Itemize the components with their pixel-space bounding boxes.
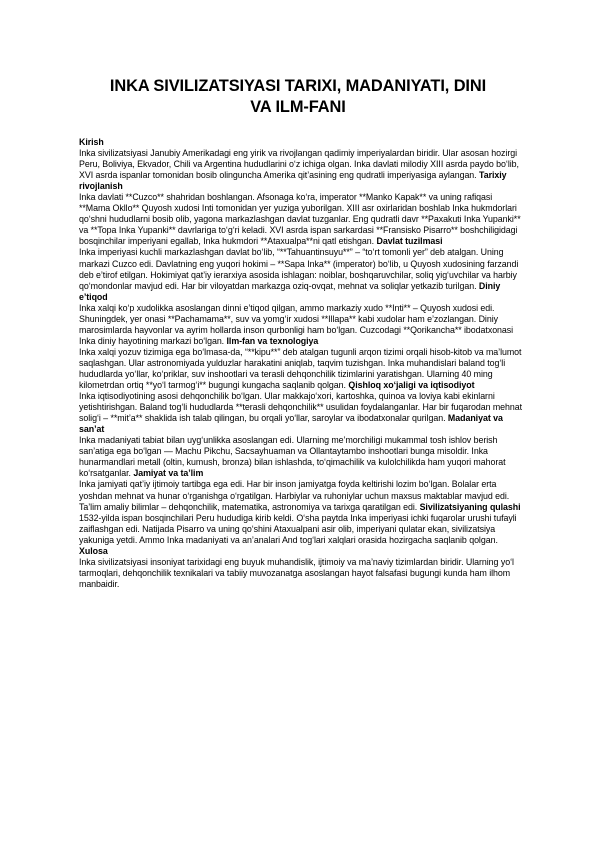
text-ilm: Inka xalqi yozuv tizimiga ega bo‘lmasa-da, “**kipu**” deb atalgan tugunli arqon tizimi orqali hisob-kitob va ma’lumot saqlashgan. Ular astronomiyada yulduzlar harakatini aniqlab, taqvim tuzishgan. Inka muhandislari baland tog‘li hududlarda yo‘llar, ko‘priklar, suv inshootlari va terasli dehqonchilik tizimlarini yaratishgan. Ularning 40 ming kilometrdan ortiq **yo‘l tarmog‘i** bugungi kungacha saqlanib qolgan. <box>79 346 522 391</box>
paragraph-jamiyat <box>79 479 525 512</box>
text-jamiyat: Inka jamiyati qat’iy ijtimoiy tartibga ega edi. Har bir inson jamiyatga foyda keltirishi lozim bo‘lgan. Bolalar erta yoshdan mehnat va hunar o‘rganishga o‘rgatilgan. Harbiylar va ruhoniylar uchun maxsus maktablar mavjud edi. Ta’lim amaliy bilimlar – dehqonchilik, matematika, astronomiya va tarixga qaratilgan edi. <box>79 479 510 512</box>
document-body <box>79 137 525 590</box>
paragraph-madaniyat <box>79 435 525 479</box>
paragraph-din <box>79 303 525 347</box>
heading-din: Diniy e’tiqod <box>79 280 501 302</box>
heading-ilm: Ilm-fan va texnologiya <box>226 335 319 346</box>
text-tarix: Inka davlati **Cuzco** shahridan boshlangan. Afsonaga ko‘ra, imperator **Manko Kapak** va uning rafiqasi **Mama Okllo** Quyosh xudosi Inti tomonidan yer yuziga yuborilgan. XIII asr oxirlaridan boshlab Inka hukmdorlari qo‘shni hududlarni bosib olib, yagona markazlashgan davlat tuzganlar. Eng qudratli davr **Paxakuti Inka Yupanki** va **Topa Inka Yupanki** davrlariga to‘g‘ri keladi. XVI asrda ispan sarkardasi **Fransisko Pisarro** boshchiligidagi bosqinchilar imperiyani egallab, Inka hukmdori **Ataxualpa**ni qatl etishgan. <box>79 192 521 247</box>
heading-jamiyat: Jamiyat va ta’lim <box>133 468 204 479</box>
text-qulash: 1532-yilda ispan bosqinchilari Peru hududiga kirib keldi. O‘sha paytda Inka imperiyasi ichki fuqarolar urushi tufayli zaiflashgan edi. Natijada Pisarro va uning qo‘shini Ataxualpani asir olib, imperiyani qulatar ekan, sivilizatsiya yakuniga yetdi. Ammo Inka madaniyati va an’analari And tog‘lari xalqlari orasida hozirgacha saqlanib qolgan. <box>79 512 517 545</box>
paragraph-kirish <box>79 148 525 192</box>
text-madaniyat: Inka madaniyati tabiat bilan uyg‘unlikka asoslangan edi. Ularning me’morchiligi mukammal tosh ishlov berish san’atiga ega bo‘lgan — Machu Pikchu, Sacsayhuaman va Ollantaytambo inshootlari bunga misoldir. Inka hunarmandlari metall (oltin, kumush, bronza) bilan ishlashda, to‘qimachilik va kulolchilikda ham yuqori mahorat ko‘rsatganlar. <box>79 435 506 479</box>
paragraph-xulosa <box>79 557 525 590</box>
heading-tarix: Tarixiy rivojlanish <box>79 170 507 192</box>
paragraph-davlat <box>79 247 525 302</box>
text-xulosa: Inka sivilizatsiyasi insoniyat tarixidagi eng buyuk muhandislik, ijtimoiy va ma’naviy tizimlardan biridir. Ularning yo‘l tarmoqlari, dehqonchilik texnikalari va tabiiy muvozanatga asoslangan hayot falsafasi bugungi kunda ham ilhom manbaidir. <box>79 556 514 589</box>
text-kirish: Inka sivilizatsiyasi Janubiy Amerikadagi eng yirik va rivojlangan qadimiy imperiyalardan biridir. Ular asosan hozirgi Peru, Boliviya, Ekvador, Chili va Argentina hududlarini o‘z ichiga olgan. Inka davlati milodiy XIII asrda paydo bo‘lib, XVI asrda ispanlar tomonidan bosib olinguncha Amerika qit’asining eng qudratli imperiyasiga aylangan. <box>79 148 519 181</box>
paragraph-qishloq <box>79 391 525 435</box>
text-qishloq: Inka iqtisodiyotining asosi dehqonchilik bo‘lgan. Ular makkajo‘xori, kartoshka, quinoa va loviya kabi ekinlarni yetishtirishgan. Baland tog‘li hududlarda **terasli dehqonchilik** usulidan foydalanganlar. Har bir fuqarodan mehnat solig‘i – **mit’a** shaklida ish talab qilingan, bu orqali yo‘llar, saroylar va ibodatxonalar qurilgan. <box>79 391 523 424</box>
heading-qishloq: Qishloq xo‘jaligi va iqtisodiyot <box>348 380 475 391</box>
document-title <box>60 76 536 118</box>
heading-xulosa: Xulosa <box>79 545 108 556</box>
paragraph-ilm <box>79 347 525 391</box>
title-line-2: VA ILM-FANI <box>250 98 346 116</box>
paragraph-tarix <box>79 192 525 247</box>
heading-kirish: Kirish <box>79 137 104 147</box>
heading-qulash: Sivilizatsiyaning qulashi <box>419 501 521 512</box>
paragraph-qulash <box>79 513 525 557</box>
text-davlat: Inka imperiyasi kuchli markazlashgan davlat bo‘lib, “**Tahuantinsuyu**” – “to‘rt tomonli yer” deb atalgan. Uning markazi Cuzco edi. Davlatning eng yuqori hokimi – **Sapa Inka** (imperator) bo‘lib, u Quyosh xudosining farzandi deb e’tirof etilgan. Hokimiyat qat’iy ierarxiya asosida ishlagan: noiblar, boshqaruvchilar, soliq yig‘uvchilar va harbiy qo‘mondonlar mavjud edi. Har bir viloyatdan markazga oziq-ovqat, mehnat va soliqlar yetkazib turilgan. <box>79 247 519 291</box>
heading-davlat: Davlat tuzilmasi <box>376 236 443 247</box>
title-line-1: INKA SIVILIZATSIYASI TARIXI, MADANIYATI, DINI <box>109 77 487 95</box>
heading-madaniyat: Madaniyat va san’at <box>79 413 503 435</box>
text-din: Inka xalqi ko‘p xudolikka asoslangan dinni e’tiqod qilgan, ammo markaziy xudo **Inti** – Quyosh xudosi edi. Shuningdek, yer onasi **Pachamama**, suv va yomg‘ir xudosi **Illapa** kabi xudolar ham e’zozlangan. Diniy marosimlarda hayvonlar va ayrim hollarda inson qurbonligi ham bo‘lgan. Cuzcodagi **Qorikancha** ibodatxonasi Inka diniy hayotining markazi bo‘lgan. <box>79 302 514 346</box>
